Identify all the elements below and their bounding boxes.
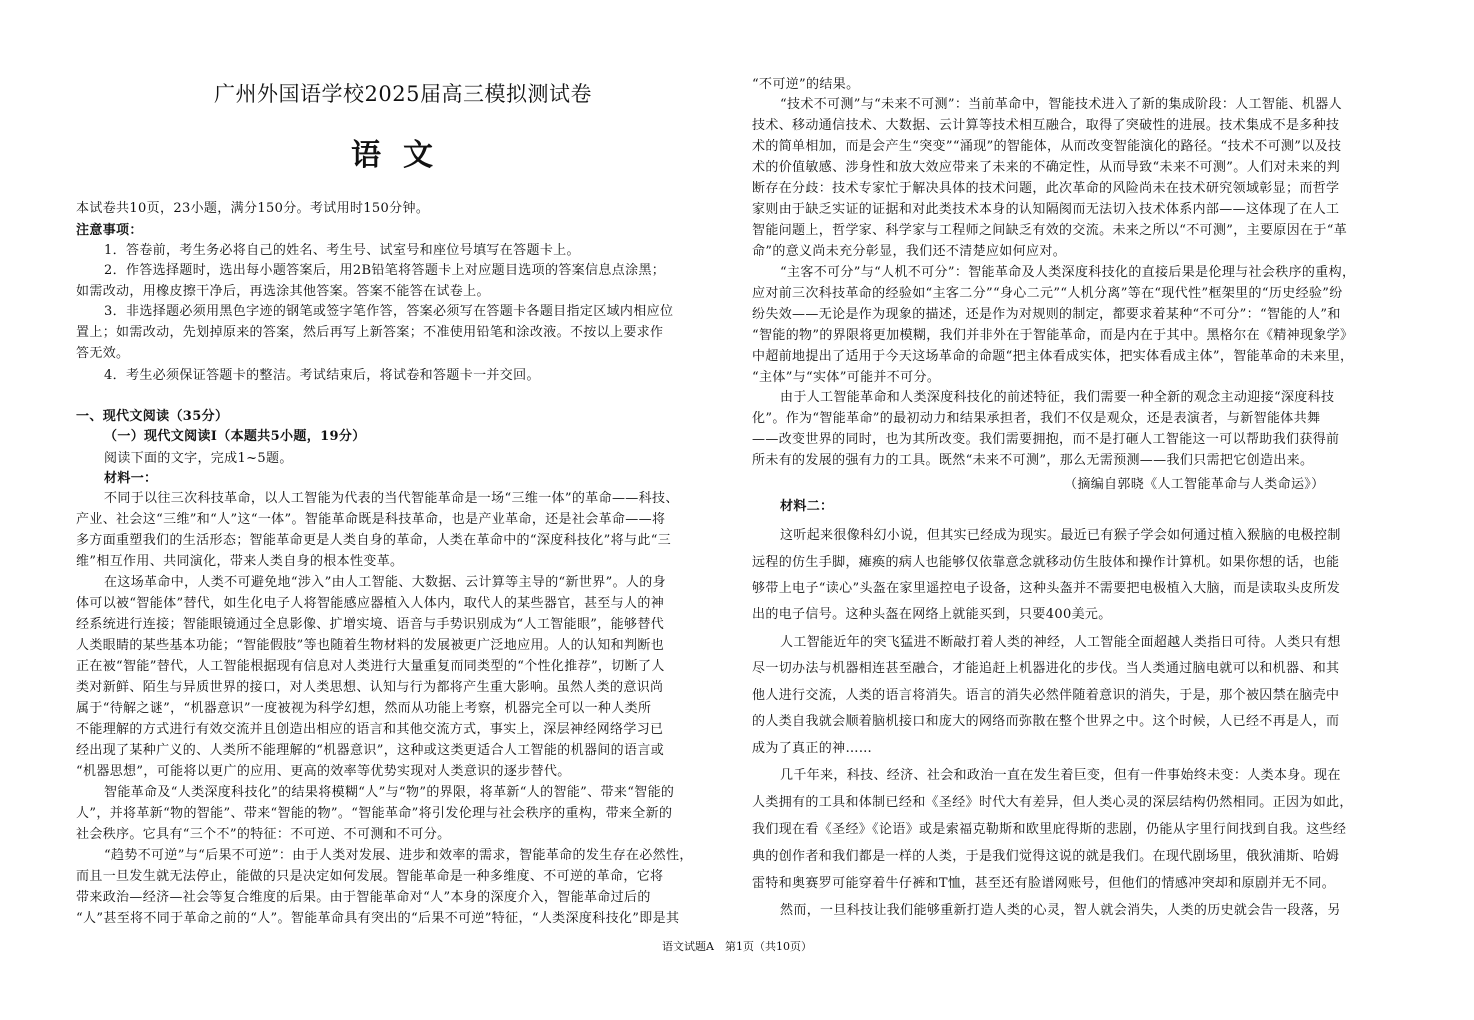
text-line: “不可逆”的结果。 [752,77,860,92]
text-line: 所未有的发展的强有力的工具。既然“未来不可测”，那么无需预测——我们只需把它创造出来。 [752,453,1314,468]
text-line: “主体”与“实体”可能并不可分。 [752,370,941,385]
text-line: 中超前地提出了适用于今天这场革命的命题“把主体看成实体，把实体看成主体”，智能革命的未来里， [752,349,1354,364]
text-line: 几千年来，科技、经济、社会和政治一直在发生着巨变，但有一件事始终未变：人类本身。现在 [780,768,1341,783]
text-line: 一、现代文阅读（35分） [76,409,229,424]
text-line: 不能理解的方式进行有效交流并且创造出相应的语言和其他交流方式，事实上，深层神经网络学习已 [76,722,664,737]
text-line: 2．作答选择题时，选出每小题答案后，用2B铅笔将答题卡上对应题目选项的答案信息点涂黑； [104,263,666,278]
text-line: 化”。作为“智能革命”的最初动力和结果承担者，我们不仅是观众，还是表演者，与新智能体共舞 [752,411,1321,426]
text-line: 我们现在看《圣经》《论语》或是索福克勒斯和欧里庇得斯的悲剧，仍能从字里行间找到自我。这些经 [752,822,1347,837]
text-line: 的人类自我就会顺着脑机接口和庞大的网络而弥散在整个世界之中。这个时候，人已经不再是人，而 [752,714,1340,729]
text-line: 技术、移动通信技术、大数据、云计算等技术相互融合，取得了突破性的进展。技术集成不是多种技 [752,118,1340,133]
text-line: 经系统进行连接；智能眼镜通过全息影像、扩增实境、语音与手势识别成为“人工智能眼”，能够替代 [76,617,665,632]
text-line: 本试卷共10页，23小题，满分150分。考试用时150分钟。 [76,201,430,216]
text-line: 材料二： [780,499,834,514]
text-line: “机器思想”，可能将以更广的应用、更高的效率等优势实现对人类意识的逐步替代。 [76,764,571,779]
text-line: 人类拥有的工具和体制已经和《圣经》时代大有差异，但人类心灵的深层结构仍然相同。正因为如此， [752,795,1353,810]
text-line: 智能革命及“人类深度科技化”的结果将模糊“人”与“物”的界限，将革新“人的智能”、带来“智能的 [104,785,675,800]
subject-title: 语文 [351,138,455,173]
text-line: 置上；如需改动，先划掉原来的答案，然后再写上新答案；不准使用铅笔和涂改液。不按以上要求作 [76,325,664,340]
text-line: 不同于以往三次科技革命，以人工智能为代表的当代智能革命是一场“三维一体”的革命——科技、 [104,491,679,506]
text-line: 智能问题上，哲学家、科学家与工程师之间缺乏有效的交流。未来之所以“不可测”，主要原因在于“革 [752,223,1348,238]
text-line: 而且一旦发生就无法停止，能做的只是决定如何发展。智能革命是一种多维度、不可逆的革命，它将 [76,869,664,884]
text-line: 3．非选择题必须用黑色字迹的钢笔或签字笔作答，答案必须写在答题卡各题目指定区域内相应位 [104,304,674,319]
text-line: 带来政治—经济—社会等复合维度的后果。由于智能革命对“人”本身的深度介入，智能革命过后的 [76,890,651,905]
text-line: 答无效。 [76,346,130,361]
text-line: 在这场革命中，人类不可避免地“涉入”由人工智能、大数据、云计算等主导的“新世界”。人的身 [104,575,666,590]
text-line: 这听起来很像科幻小说，但其实已经成为现实。最近已有猴子学会如何通过植入猴脑的电极控制 [780,528,1341,543]
text-line: 远程的仿生手脚，瘫痪的病人也能够仅依靠意念就移动仿生肢体和操作计算机。如果你想的话，也能 [752,555,1340,570]
text-line: 材料一： [104,471,158,486]
text-line: 雷特和奥赛罗可能穿着牛仔裤和T恤，甚至还有脸谱网账号，但他们的情感冲突却和原剧并无不同。 [752,876,1336,891]
text-line: 1．答卷前，考生务必将自己的姓名、考生号、试室号和座位号填写在答题卡上。 [104,243,580,258]
text-line: 人”，并将革新“物的智能”、带来“智能的物”。“智能革命”将引发伦理与社会秩序的重构，带来全新的 [76,806,673,821]
text-line: 成为了真正的神…… [752,741,873,756]
text-line: 产业、社会这“三维”和“人”这“一体”。智能革命既是科技革命，也是产业革命，还是社会革命——将 [76,512,666,527]
text-line: 经出现了某种广义的、人类所不能理解的“机器意识”，这种或这类更适合人工智能的机器间的语言或 [76,743,665,758]
text-line: 纷失效——无论是作为现象的描述，还是作为对规则的制定，都要求着某种“不可分”：“智能的人”和 [752,307,1341,322]
text-line: 尽一切办法与机器相连甚至融合，才能追赶上机器进化的步伐。当人类通过脑电就可以和机器、和其 [752,661,1340,676]
text-line: 多方面重塑我们的生活形态；智能革命更是人类自身的革命，人类在革命中的“深度科技化”将与此“三 [76,533,672,548]
text-line: 4．考生必须保证答题卡的整洁。考试结束后，将试卷和答题卡一并交回。 [104,368,540,383]
text-line: 类对新鲜、陌生与异质世界的接口，对人类思想、认知与行为都将产生重大影响。虽然人类的意识尚 [76,680,664,695]
text-line: 术的价值敏感、涉身性和放大效应带来了未来的不确定性，从而导致“未来不可测”。人们对未来的判 [752,160,1341,175]
page-footer: 语文试题A 第1页（共10页） [662,940,812,953]
text-line: 由于人工智能革命和人类深度科技化的前述特征，我们需要一种全新的观念主动迎接“深度科技 [780,390,1335,405]
text-line: 正在被“智能”替代，人工智能根据现有信息对人类进行大量重复而同类型的“个性化推荐”，切断了人 [76,659,665,674]
text-line: 命”的意义尚未充分彰显，我们还不清楚应如何应对。 [752,244,1067,259]
text-line: “主客不可分”与“人机不可分”：智能革命及人类深度科技化的直接后果是伦理与社会秩序的重构， [780,265,1356,280]
text-line: 阅读下面的文字，完成1~5题。 [104,451,293,466]
text-line: （一）现代文阅读Ⅰ（本题共5小题，19分） [104,429,366,444]
text-line: 属于“待解之谜”，“机器意识”一度被视为科学幻想，然而从功能上考察，机器完全可以一种人类所 [76,701,652,716]
exam-title: 广州外国语学校2025届高三模拟测试卷 [214,82,592,106]
text-line: “趋势不可逆”与“后果不可逆”：由于人类对发展、进步和效率的需求，智能革命的发生存在必然性， [104,848,693,863]
text-line: “智能的物”的界限将更加模糊，我们并非外在于智能革命，而是内在于其中。黑格尔在《精神现象学》 [752,328,1354,343]
text-line: 他人进行交流，人类的语言将消失。语言的消失必然伴随着意识的消失，于是，那个被囚禁在脑壳中 [752,688,1340,703]
text-line: “技术不可测”与“未来不可测”：当前革命中，智能技术进入了新的集成阶段：人工智能、机器人 [780,97,1342,112]
text-line: ——改变世界的同时，也为其所改变。我们需要拥抱，而不是打砸人工智能这一可以帮助我们获得前 [752,432,1340,447]
text-line: “人”甚至将不同于革命之前的“人”。智能革命具有突出的“后果不可逆”特征，“人类深度科技化”即是其 [76,911,680,926]
text-line: 人类眼睛的某些基本功能；“智能假肢”等也随着生物材料的发展被更广泛地应用。人的认知和判断也 [76,638,665,653]
text-line: 社会秩序。它具有“三个不”的特征：不可逆、不可测和不可分。 [76,827,451,842]
text-line: 典的创作者和我们都是一样的人类，于是我们觉得这说的就是我们。在现代剧场里，俄狄浦斯、哈姆 [752,849,1340,864]
text-line: 应对前三次科技革命的经验如“主客二分”“身心二元”“人机分离”等在“现代性”框架里的“历史经验”纷 [752,286,1343,301]
text-line: 注意事项： [76,223,143,238]
text-line: 然而，一旦科技让我们能够重新打造人类的心灵，智人就会消失，人类的历史就会告一段落，另 [780,903,1341,918]
text-line: 体可以被“智能体”替代，如生化电子人将智能感应器植入人体内，取代人的某些器官，甚至与人的神 [76,596,665,611]
text-line: 人工智能近年的突飞猛进不断敲打着人类的神经，人工智能全面超越人类指日可待。人类只有想 [780,635,1341,650]
text-line: 断存在分歧：技术专家忙于解决具体的技术问题，此次革命的风险尚未在技术研究领域彰显；而哲学 [752,181,1340,196]
text-line: 如需改动，用橡皮擦干净后，再选涂其他答案。答案不能答在试卷上。 [76,284,490,299]
text-line: 家则由于缺乏实证的证据和对此类技术本身的认知隔阂而无法切入技术体系内部——这体现了在人工 [752,202,1340,217]
text-line: 出的电子信号。这种头盔在网络上就能买到，只要400美元。 [752,607,1112,622]
text-line: 术的简单相加，而是会产生“突变”“涌现”的智能体，从而改变智能演化的路径。“技术不可测”以及技 [752,139,1342,154]
text-line: 维”相互作用、共同演化，带来人类自身的根本性变革。 [76,554,404,569]
text-line: 够带上电子“读心”头盔在家里遥控电子设备，这种头盔并不需要把电极植入大脑，而是读取头皮所发 [752,581,1341,596]
text-line: （摘编自郭晓《人工智能革命与人类命运》） [1064,477,1325,492]
